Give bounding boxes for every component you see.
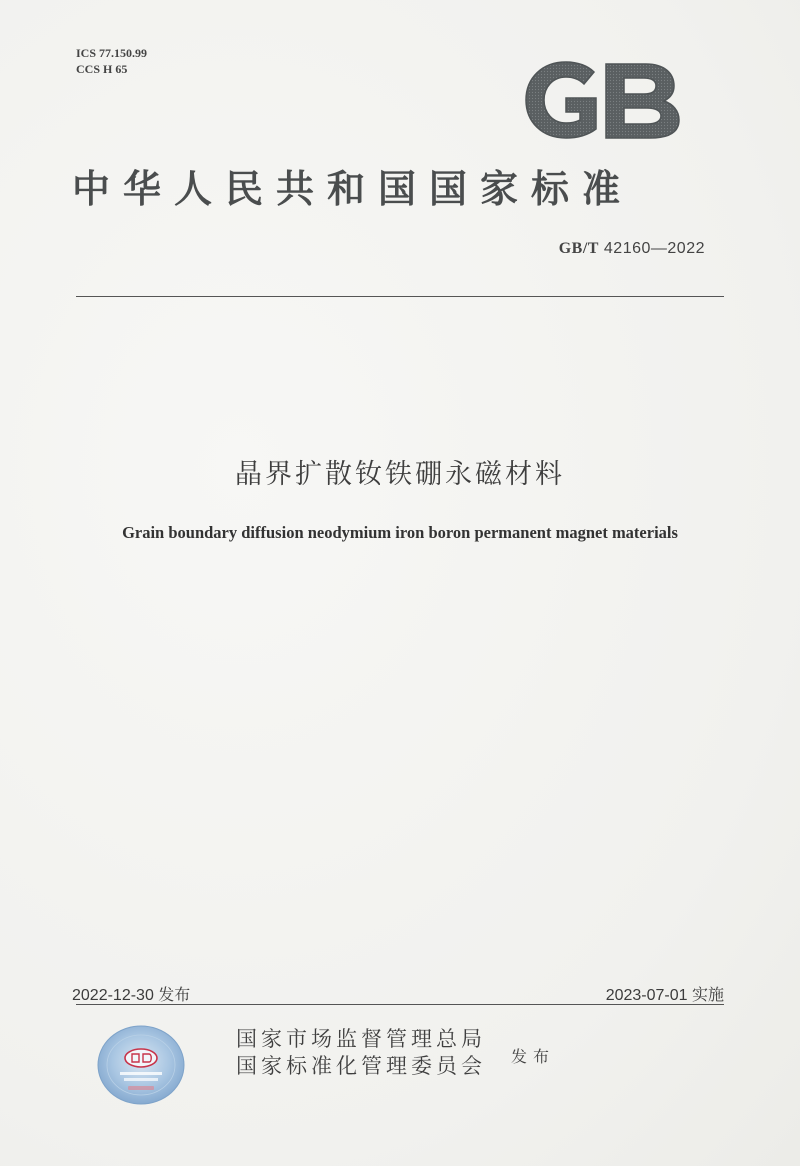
gb-logo-icon — [522, 58, 684, 142]
standard-prefix: GB/T — [558, 240, 599, 257]
publisher-names — [236, 1026, 486, 1080]
ics-code: ICS 77.150.99 — [76, 46, 148, 60]
release-date-value: 2022-12-30 — [72, 987, 154, 1004]
implementation-date-value: 2023-07-01 — [605, 987, 688, 1004]
standard-number — [559, 240, 705, 258]
publisher-sac: 国家标准化管理委员会 — [236, 1054, 486, 1078]
bottom-divider — [76, 1004, 724, 1005]
standard-code: 42160—2022 — [603, 240, 705, 257]
classification-codes — [76, 45, 147, 77]
ccs-code: CCS H 65 — [76, 62, 128, 76]
publisher-samr: 国家市场监督管理总局 — [236, 1027, 486, 1051]
implementation-date — [606, 982, 724, 1005]
anti-counterfeit-seal-icon — [96, 1024, 186, 1106]
top-divider — [76, 296, 724, 297]
implementation-label: 实施 — [691, 985, 724, 1004]
release-label: 发布 — [158, 985, 191, 1004]
national-standard-title: 中华人民共和国国家标准 — [72, 166, 634, 211]
standard-title-chinese: 晶界扩散钕铁硼永磁材料 — [235, 459, 565, 490]
publish-label: 发布 — [511, 1047, 556, 1066]
release-date — [72, 982, 190, 1005]
standard-title-english: Grain boundary diffusion neodymium iron boron permanent magnet materials — [122, 523, 678, 542]
